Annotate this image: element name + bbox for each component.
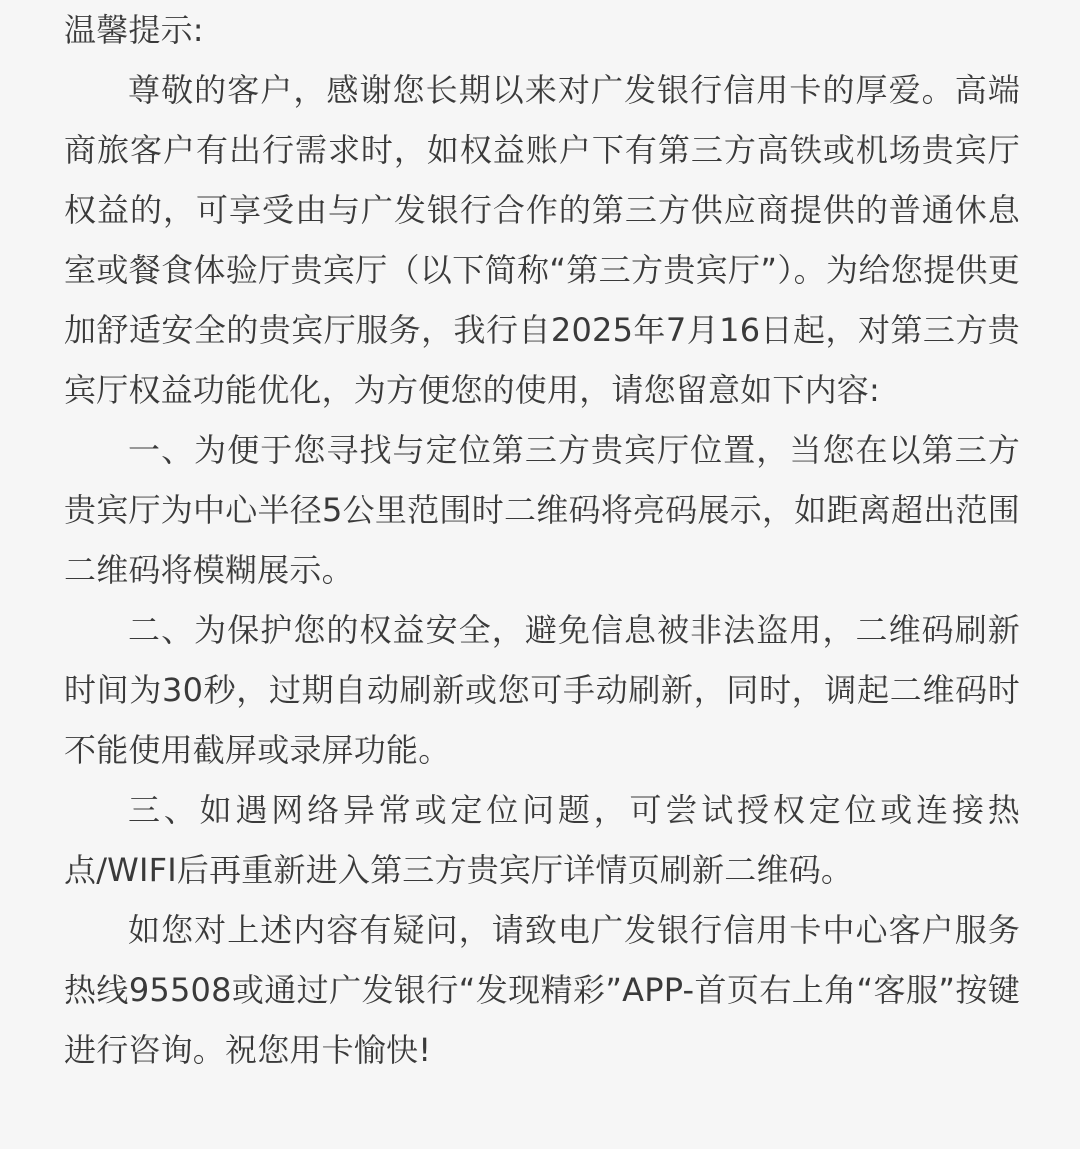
notice-body <box>64 0 1020 1080</box>
intro-paragraph: 尊敬的客户，感谢您长期以来对广发银行信用卡的厚爱。高端商旅客户有出行需求时，如权益账户下有第三方高铁或机场贵宾厅权益的，可享受由与广发银行合作的第三方供应商提供的普通休息室或餐食体验厅贵宾厅（以下简称“第三方贵宾厅”）。为给您提供更加舒适安全的贵宾厅服务，我行自2025年7月16日起，对第三方贵宾厅权益功能优化，为方便您的使用，请您留意如下内容: <box>64 71 1020 409</box>
item-1-paragraph: 一、为便于您寻找与定位第三方贵宾厅位置，当您在以第三方贵宾厅为中心半径5公里范围时二维码将亮码展示，如距离超出范围二维码将模糊展示。 <box>64 431 1020 589</box>
notice-heading: 温馨提示: <box>64 11 204 49</box>
item-2-paragraph: 二、为保护您的权益安全，避免信息被非法盗用，二维码刷新时间为30秒，过期自动刷新或您可手动刷新，同时，调起二维码时不能使用截屏或录屏功能。 <box>64 611 1020 769</box>
closing-paragraph: 如您对上述内容有疑问，请致电广发银行信用卡中心客户服务热线95508或通过广发银行“发现精彩”APP-首页右上角“客服”按键进行咨询。祝您用卡愉快! <box>64 911 1020 1069</box>
item-3-paragraph: 三、如遇网络异常或定位问题，可尝试授权定位或连接热点/WIFI后再重新进入第三方贵宾厅详情页刷新二维码。 <box>64 791 1020 889</box>
